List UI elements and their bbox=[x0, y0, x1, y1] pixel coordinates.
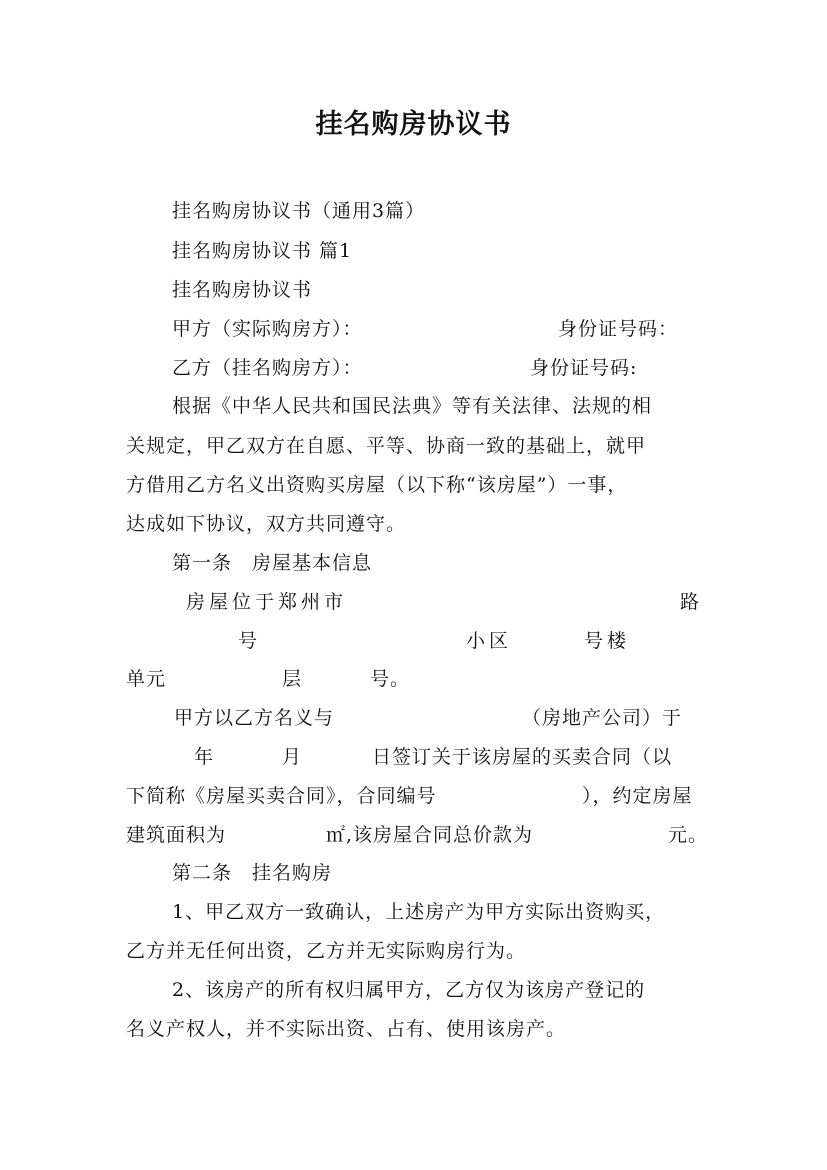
location-unit: 单元 bbox=[126, 668, 167, 690]
clause2-title: 第二条 挂名购房 bbox=[172, 862, 333, 884]
contract-price-label: ㎡,该房屋合同总价款为 bbox=[326, 824, 534, 846]
preamble-line: 关规定，甲乙双方在自愿、平等、协商一致的基础上，就甲 bbox=[126, 435, 647, 457]
contract-area-intro: ），约定房屋 bbox=[582, 785, 693, 807]
clause2-paragraph2-line: 名义产权人，并不实际出资、占有、使用该房产。 bbox=[126, 1018, 567, 1040]
contract-number-label: 下简称《房屋买卖合同》，合同编号 bbox=[126, 785, 437, 807]
contract-day: 日签订关于该房屋的买卖合同（以 bbox=[372, 746, 673, 768]
preamble-line: 根据《中华人民共和国民法典》等有关法律、法规的相 bbox=[172, 395, 653, 417]
location-building: 号楼 bbox=[584, 630, 631, 652]
party-a-label: 甲方（实际购房方）： bbox=[172, 318, 363, 340]
clause2-paragraph1-line: 乙方并无任何出资，乙方并无实际购房行为。 bbox=[126, 940, 527, 962]
agreement-name: 挂名购房协议书 bbox=[172, 279, 313, 301]
location-floor: 层 bbox=[282, 668, 303, 690]
contract-price-unit: 元。 bbox=[668, 824, 709, 846]
contract-area-label: 建筑面积为 bbox=[126, 824, 227, 846]
party-a-id-label: 身份证号码： bbox=[558, 318, 679, 340]
location-city: 房屋位于郑州市 bbox=[186, 591, 348, 613]
contract-year: 年 bbox=[194, 746, 215, 768]
party-b-label: 乙方（挂名购房方）： bbox=[172, 357, 363, 379]
location-number: 号 bbox=[238, 630, 259, 652]
preamble-line: 方借用乙方名义出资购买房屋（以下称“该房屋”）一事， bbox=[126, 474, 628, 496]
location-road: 路 bbox=[680, 591, 701, 613]
clause1-title: 第一条 房屋基本信息 bbox=[172, 552, 373, 574]
document-title: 挂名购房协议书 bbox=[315, 109, 512, 140]
preamble-line: 达成如下协议，双方共同遵守。 bbox=[126, 513, 407, 535]
clause2-paragraph2-line: 2、该房产的所有权归属甲方，乙方仅为该房产登记的 bbox=[172, 979, 646, 1001]
article-heading: 挂名购房协议书 篇1 bbox=[172, 240, 353, 262]
contract-company: （房地产公司）于 bbox=[522, 707, 683, 729]
location-room: 号。 bbox=[370, 668, 411, 690]
clause2-paragraph1-line: 1、甲乙双方一致确认，上述房产为甲方实际出资购买， bbox=[172, 901, 666, 923]
contract-month: 月 bbox=[282, 746, 303, 768]
subtitle: 挂名购房协议书（通用3篇） bbox=[172, 200, 426, 222]
party-b-id-label: 身份证号码: bbox=[530, 357, 638, 379]
location-community: 小区 bbox=[466, 630, 513, 652]
contract-parties: 甲方以乙方名义与 bbox=[174, 707, 335, 729]
